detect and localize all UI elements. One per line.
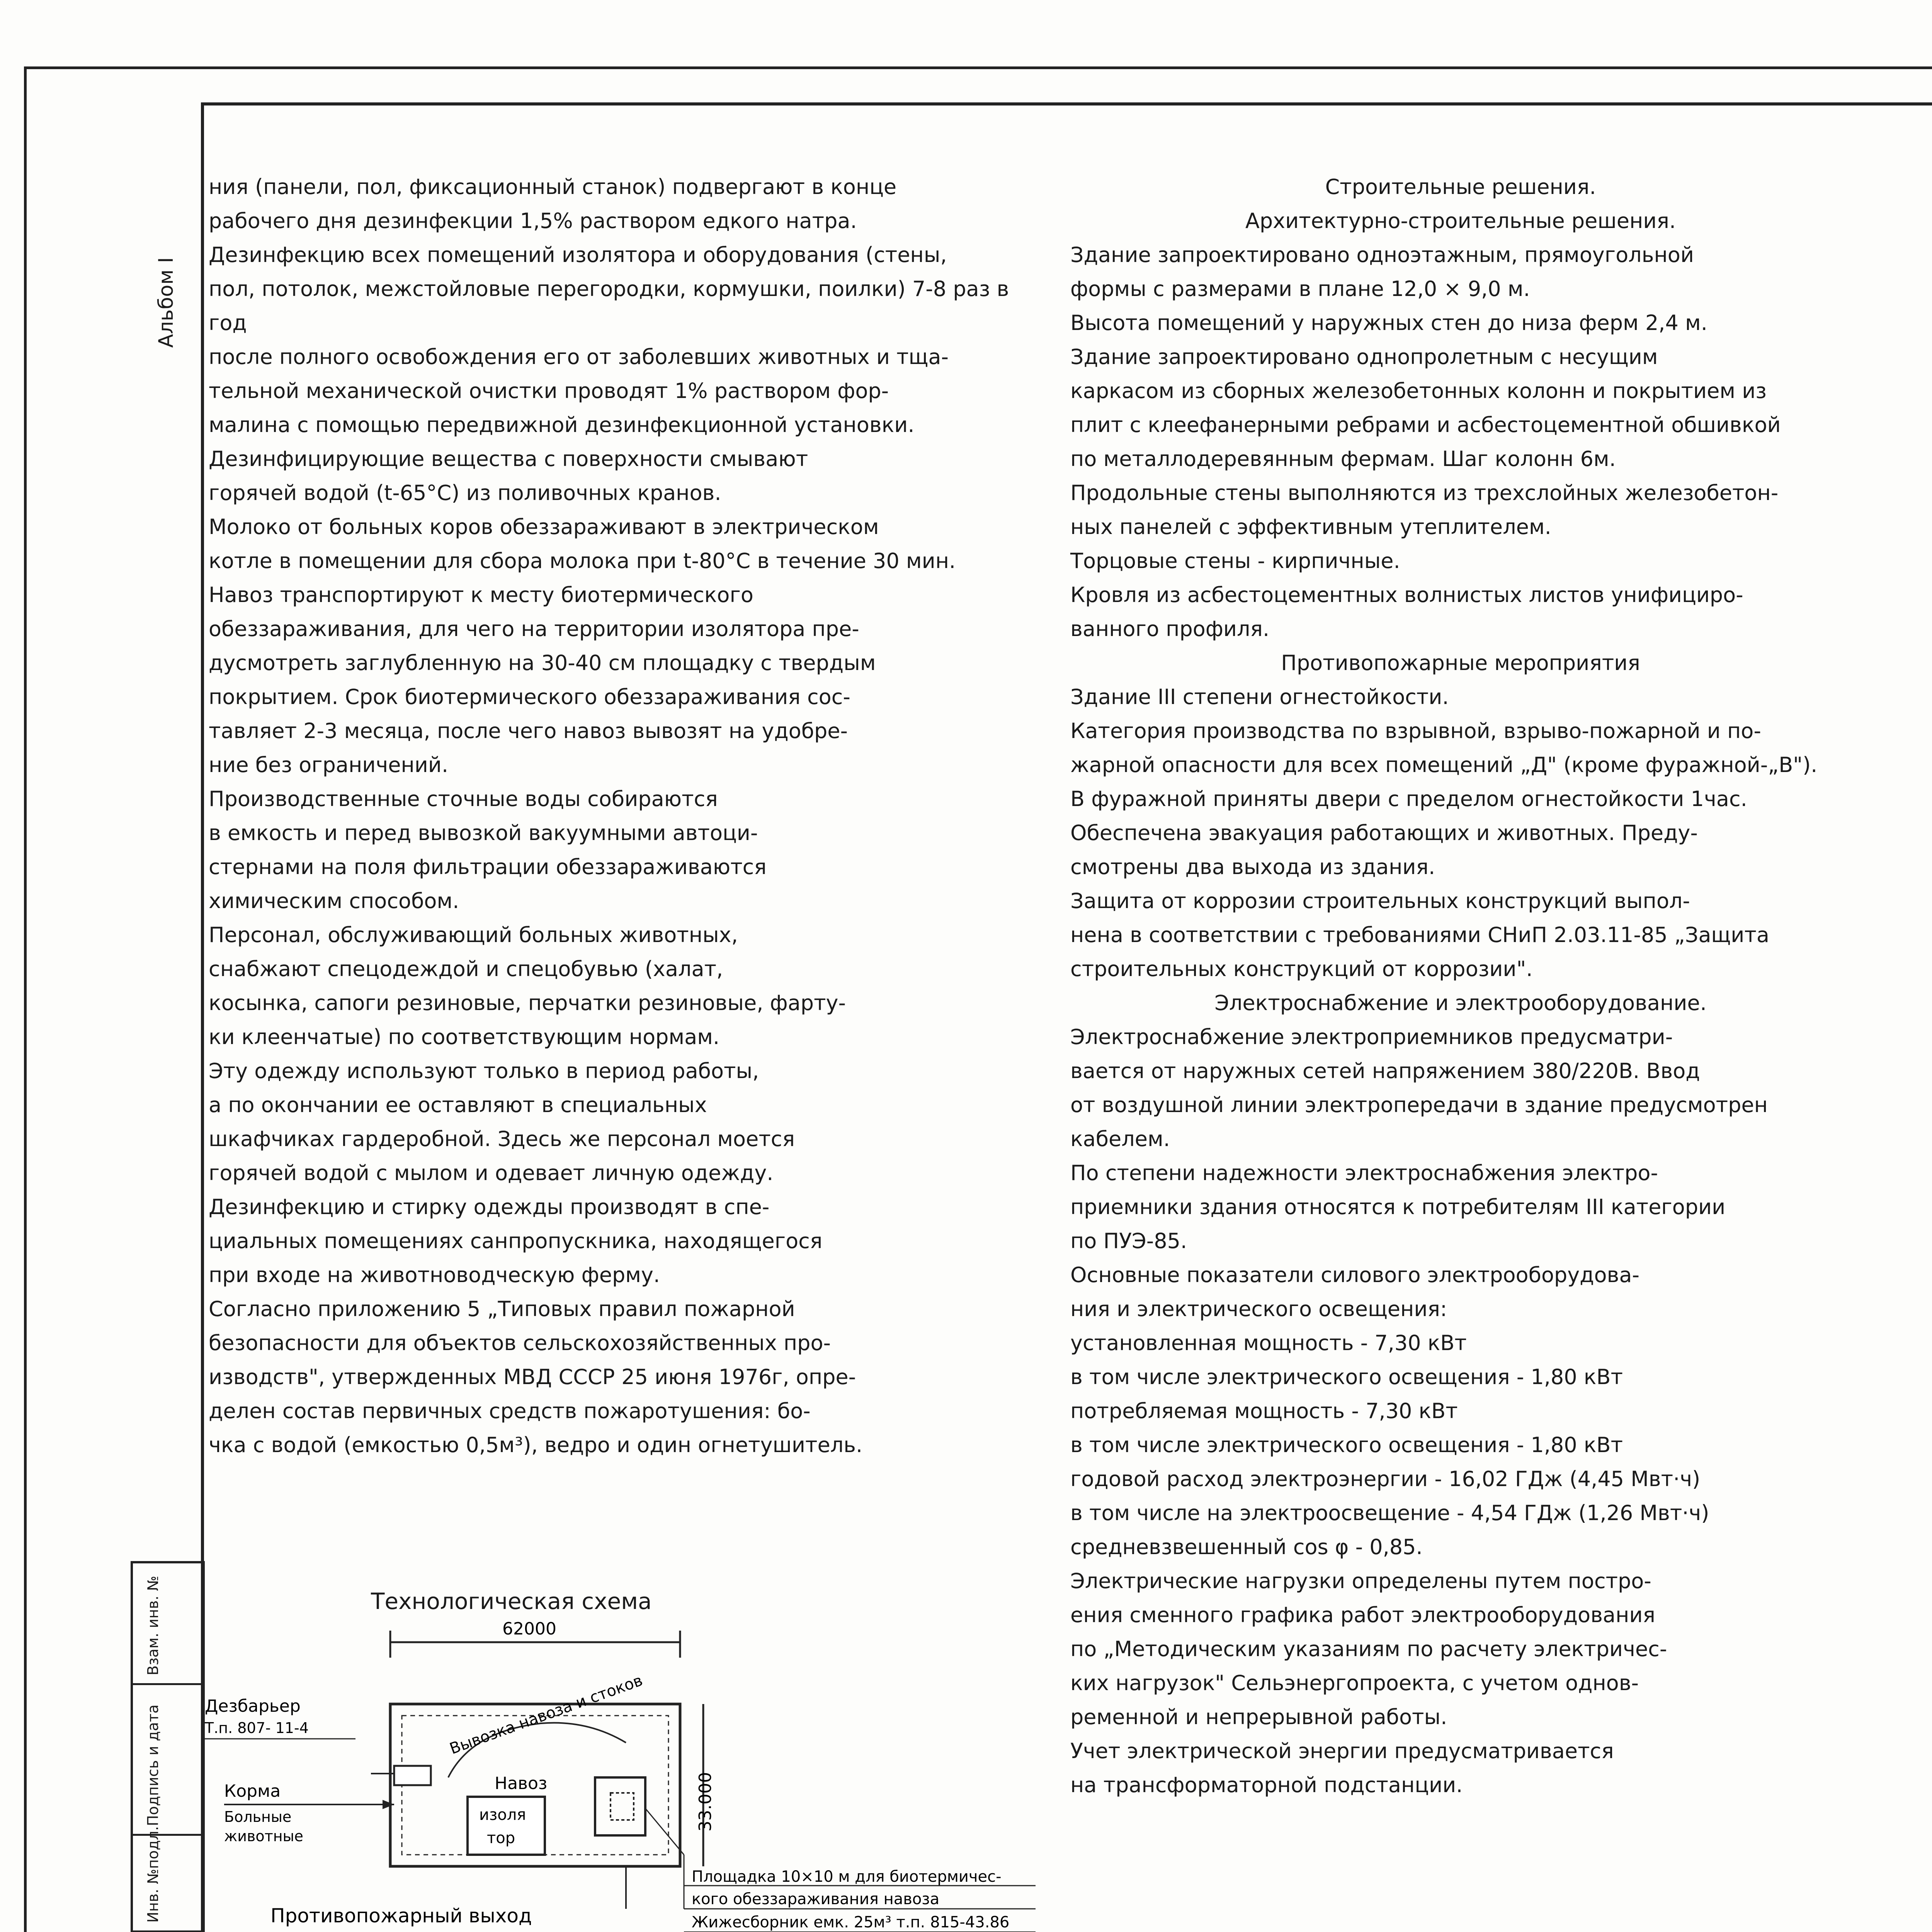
text-line: косынка, сапоги резиновые, перчатки резиновые, фарту- [209, 991, 846, 1015]
text-line: Эту одежду используют только в период работы, [209, 1059, 759, 1083]
text-line: малина с помощью передвижной дезинфекционной установки. [209, 413, 915, 437]
text-line: от воздушной линии электропередачи в здание предусмотрен кабелем. [1070, 1093, 1768, 1151]
text-line: Торцовые стены - кирпичные. [1070, 549, 1400, 573]
text-line: Кровля из асбестоцементных волнистых листов унифициро- [1070, 583, 1743, 607]
text-line: рабочего дня дезинфекции 1,5% раствором едкого натра. [209, 209, 857, 233]
text-column-2 [1070, 170, 1851, 1802]
izolyator-label-2: тор [487, 1829, 515, 1847]
text-line: плит с клеефанерными ребрами и асбестоцементной обшивкой [1070, 413, 1781, 437]
text-line: шкафчиках гардеробной. Здесь же персонал моется [209, 1127, 795, 1151]
manure-pad [595, 1777, 645, 1835]
vyvozka-label: Вывозка навоза и стоков [447, 1671, 645, 1758]
text-line: стернами на поля фильтрации обеззараживаются [209, 855, 767, 879]
text-line: вается от наружных сетей напряжением 380/220В. Ввод [1070, 1059, 1700, 1083]
text-line: изводств", утвержденных МВД СССР 25 июня 1976г, опре- [209, 1365, 856, 1389]
text-line: нена в соответствии с требованиями СНиП 2.03.11-85 „Защита [1070, 923, 1769, 947]
technological-schema [201, 1615, 1043, 1932]
text-line: Обеспечена эвакуация работающих и животных. Преду- [1070, 821, 1698, 845]
text-line: в том числе электрического освещения - 1,80 кВт [1070, 1433, 1623, 1457]
text-line: пол, потолок, межстойловые перегородки, кормушки, поилки) 7-8 раз в год [209, 277, 1009, 335]
izolyator-label-1: изоля [479, 1806, 526, 1824]
section-heading: Противопожарные мероприятия [1281, 651, 1640, 675]
text-line: В фуражной приняты двери с пределом огнестойкости 1час. [1070, 787, 1747, 811]
text-line: Основные показатели силового электрооборудова- [1070, 1263, 1639, 1287]
legend-pad-1: Площадка 10×10 м для биотермичес- [692, 1868, 1002, 1886]
dimension-width: 62000 [502, 1619, 556, 1639]
text-line: на трансформаторной подстанции. [1070, 1773, 1463, 1797]
text-column-1 [209, 170, 1036, 1462]
text-line: в том числе на электроосвещение - 4,54 ГДж (1,26 Мвт·ч) [1070, 1501, 1709, 1525]
text-line: горячей водой с мылом и одевает личную одежду. [209, 1161, 774, 1185]
legend-tank: Жижесборник емк. 25м³ т.п. 815-43.86 [692, 1913, 1010, 1931]
text-line: дусмотреть заглубленную на 30-40 см площадку с твердым [209, 651, 876, 675]
text-line: Электроснабжение электроприемников предусматри- [1070, 1025, 1673, 1049]
text-line: формы с размерами в плане 12,0 × 9,0 м. [1070, 277, 1530, 301]
text-line: при входе на животноводческую ферму. [209, 1263, 660, 1287]
text-line: Согласно приложению 5 „Типовых правил пожарной [209, 1297, 795, 1321]
text-line: строительных конструкций от коррозии". [1070, 957, 1533, 981]
text-line: годовой расход электроэнергии - 16,02 ГДж (4,45 Мвт·ч) [1070, 1467, 1701, 1491]
fire-exit-label: Противопожарный выход [270, 1905, 532, 1927]
text-line: покрытием. Срок биотермического обеззараживания сос- [209, 685, 850, 709]
bolnye-label: Больные [224, 1808, 292, 1825]
navoz-label: Навоз [495, 1774, 548, 1793]
text-line: средневзвешенный cos φ - 0,85. [1070, 1535, 1423, 1559]
section-heading: Электроснабжение и электрооборудование. [1214, 991, 1707, 1015]
text-line: ных панелей с эффективным утеплителем. [1070, 515, 1551, 539]
schema-title: Технологическая схема [371, 1588, 652, 1614]
text-line: каркасом из сборных железобетонных колонн и покрытием из [1070, 379, 1767, 403]
text-line: делен состав первичных средств пожаротушения: бо- [209, 1399, 811, 1423]
text-line: ки клеенчатые) по соответствующим нормам. [209, 1025, 720, 1049]
stamp-signature-date: Подпись и дата [145, 1704, 162, 1826]
section-heading: Архитектурно-строительные решения. [1245, 209, 1676, 233]
text-line: циальных помещениях санпропускника, находящегося [209, 1229, 823, 1253]
text-line: смотрены два выхода из здания. [1070, 855, 1435, 879]
text-line: после полного освобождения его от заболевших животных и тща- [209, 345, 949, 369]
text-line: По степени надежности электроснабжения электро- [1070, 1161, 1658, 1185]
text-line: Навоз транспортируют к месту биотермического [209, 583, 753, 607]
text-line: Дезинфекцию и стирку одежды производят в спе- [209, 1195, 770, 1219]
dezbarier-label: Дезбарьер [205, 1696, 301, 1716]
text-line: химическим способом. [209, 889, 459, 913]
legend-pad-2: кого обеззараживания навоза [692, 1890, 940, 1908]
text-line: ние без ограничений. [209, 753, 449, 777]
text-line: ния (панели, пол, фиксационный станок) подвергают в конце [209, 175, 897, 199]
text-line: Здание запроектировано однопролетным с несущим [1070, 345, 1658, 369]
stamp-inv-podl: Инв. №подл. [145, 1826, 162, 1923]
text-line: Электрические нагрузки определены путем постро- [1070, 1569, 1651, 1593]
text-line: в том числе электрического освещения - 1,80 кВт [1070, 1365, 1623, 1389]
text-line: ванного профиля. [1070, 617, 1270, 641]
text-line: тельной механической очистки проводят 1% раствором фор- [209, 379, 889, 403]
text-line: Высота помещений у наружных стен до низа ферм 2,4 м. [1070, 311, 1708, 335]
section-heading: Строительные решения. [1325, 175, 1596, 199]
text-line: Защита от коррозии строительных конструкций выпол- [1070, 889, 1690, 913]
text-line: в емкость и перед вывозкой вакуумными автоци- [209, 821, 758, 845]
album-label: Альбом I [155, 257, 178, 348]
text-line: Дезинфекцию всех помещений изолятора и оборудования (стены, [209, 243, 947, 267]
text-line: жарной опасности для всех помещений „Д" (кроме фуражной-„В"). [1070, 753, 1818, 777]
text-line: горячей водой (t-65°C) из поливочных кранов. [209, 481, 721, 505]
zhivotnye-label: животные [224, 1828, 303, 1845]
text-line: а по окончании ее оставляют в специальных [209, 1093, 707, 1117]
korma-label: Корма [224, 1781, 281, 1801]
text-line: ения сменного графика работ электрооборудования [1070, 1603, 1655, 1627]
text-line: по ПУЭ-85. [1070, 1229, 1187, 1253]
text-line: Учет электрической энергии предусматривается [1070, 1739, 1614, 1763]
text-line: Дезинфицирующие вещества с поверхности смывают [209, 447, 808, 471]
dezbarier-box [394, 1766, 431, 1785]
text-line: Молоко от больных коров обеззараживают в электрическом [209, 515, 879, 539]
text-line: установленная мощность - 7,30 кВт [1070, 1331, 1467, 1355]
text-line: Категория производства по взрывной, взрыво-пожарной и по- [1070, 719, 1761, 743]
text-line: чка с водой (емкостью 0,5м³), ведро и один огнетушитель. [209, 1433, 863, 1457]
text-line: снабжают спецодеждой и спецобувью (халат, [209, 957, 723, 981]
dezbarier-ref: Т.п. 807- 11-4 [205, 1719, 309, 1736]
text-line: тавляет 2-3 месяца, после чего навоз вывозят на удобре- [209, 719, 848, 743]
text-line: Продольные стены выполняются из трехслойных железобетон- [1070, 481, 1779, 505]
text-line: котле в помещении для сбора молока при t-80°C в течение 30 мин. [209, 549, 956, 573]
text-line: ких нагрузок" Сельэнергопроекта, с учетом однов- [1070, 1671, 1639, 1695]
text-line: Персонал, обслуживающий больных животных, [209, 923, 738, 947]
stamp-vzam-inv: Взам. инв. № [145, 1575, 162, 1675]
text-line: ния и электрического освещения: [1070, 1297, 1447, 1321]
text-line: Здание III степени огнестойкости. [1070, 685, 1449, 709]
text-line: по металлодеревянным фермам. Шаг колонн 6м. [1070, 447, 1616, 471]
text-line: по „Методическим указаниям по расчету электричес- [1070, 1637, 1667, 1661]
dimension-height: 33.000 [696, 1772, 715, 1832]
text-line: потребляемая мощность - 7,30 кВт [1070, 1399, 1458, 1423]
side-stamp-strip [131, 1561, 205, 1932]
text-line: обеззараживания, для чего на территории изолятора пре- [209, 617, 859, 641]
text-line: приемники здания относятся к потребителям III категории [1070, 1195, 1726, 1219]
text-line: Здание запроектировано одноэтажным, прямоугольной [1070, 243, 1694, 267]
text-line: безопасности для объектов сельскохозяйственных про- [209, 1331, 831, 1355]
text-line: Производственные сточные воды собираются [209, 787, 718, 811]
text-line: ременной и непрерывной работы. [1070, 1705, 1447, 1729]
